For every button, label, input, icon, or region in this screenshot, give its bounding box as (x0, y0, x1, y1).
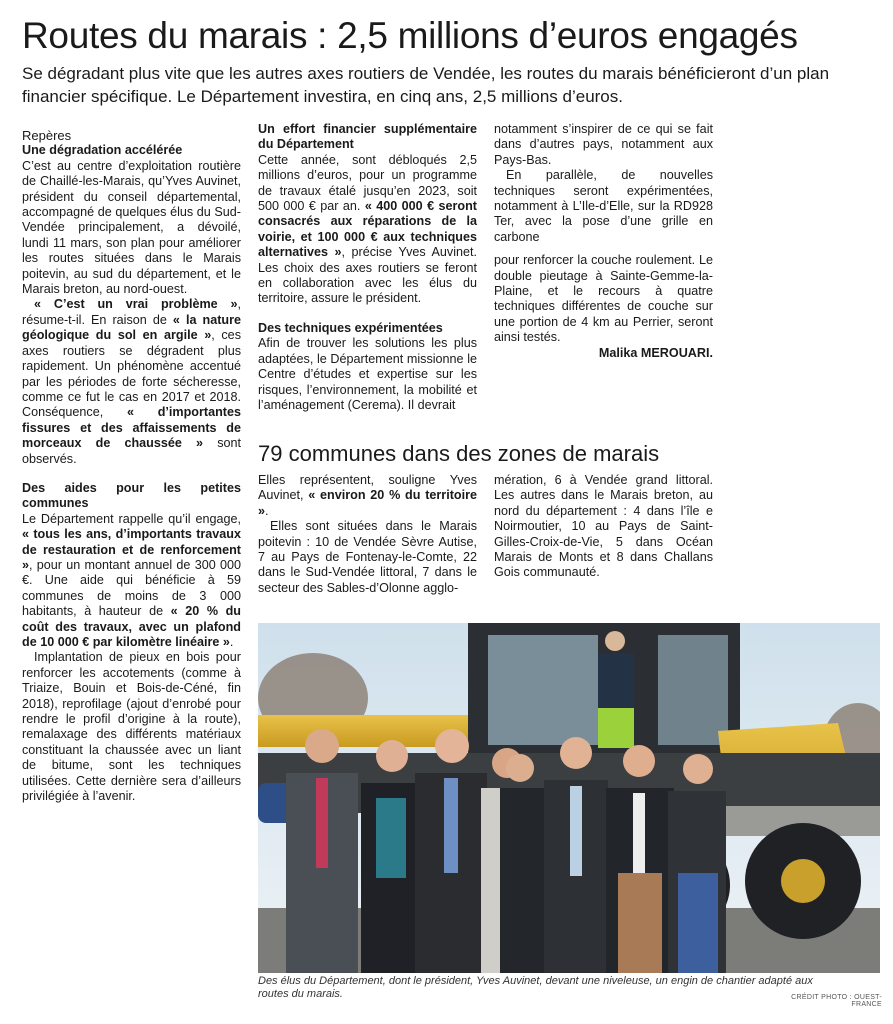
subhead-effort: Un effort financier supplémentaire du Département (258, 122, 477, 152)
subhead-degradation: Une dégradation accélérée (22, 143, 183, 158)
box-title: 79 communes dans des zones de marais (258, 441, 660, 466)
subhead-techniques: Des techniques expérimentées (258, 320, 443, 335)
paragraph: En parallèle, de nouvelles techniques seront expérimentées, notamment à L’Ile-d’Elle, sur la RD928 Ter, avec la pose d’une grille en carbone (494, 168, 713, 244)
paragraph: Cette année, sont débloqués 2,5 millions d’euros, pour un programme de travaux étalé jusqu’en 2023, soit 500 000 € par an. « 400 000 € seront consacrés aux réparations de la voirie, et 100 000 € aux techniques alternatives », précise Yves Auvinet. Les choix des axes routiers se feront en collaboration avec les élus du territoire, assure le président. (258, 152, 477, 306)
article-lede: Se dégradant plus vite que les autres axes routiers de Vendée, les routes du marais bénéficieront d’un plan financier spécifique. Le Département investira, en cinq ans, 2,5 millions d’euros. (22, 64, 830, 106)
box-column-1 (258, 473, 477, 596)
paragraph: C’est au centre d’exploitation routière de Chaillé-les-Marais, qu’Yves Auvinet, président du conseil départemental, accompagné de quelques élus du Sud-Vendée principalement, a dévoilé, lundi 11 mars, son plan pour améliorer les routes situées dans le Marais poitevin, au sud du département, et le Marais breton, au nord-ouest. (22, 158, 241, 297)
quote: « d’importantes fissures et des affaissements de morceaux de chaussée » (22, 405, 241, 451)
paragraph: mération, 6 à Vendée grand littoral. Les autres dans le Marais breton, au nord du département : 4 dans l’île e Noirmoutier, 10 au Pays de Saint-Gilles-Croix-de-Vie, 5 dans Océan Marais de Monts et 8 dans Challans Gois communauté. (494, 473, 713, 580)
grader-wheel-hub (781, 859, 825, 903)
paragraph: Le Département rappelle qu’il engage, « tous les ans, d’importants travaux de restauration et de renforcement », pour un montant annuel de 300 000 €. Une aide qui bénéficie à 59 communes de moins de 3 000 habitants, à hauteur de « 20 % du coût des travaux, avec un plafond de 10 000 € par kilomètre linéaire ». (22, 511, 241, 649)
paragraph: « C’est un vrai problème », résume-t-il. En raison de « la nature géologique du sol en argile », ces axes routiers se dégradent plus rapidement. Un phénomène accentué par les périodes de forte sécheresse, comme ce fut le cas en 2017 et 2018. Conséquence, « d’importantes fissures et des affaissements de morceaux de chaussée » sont observés. (22, 297, 242, 466)
photo-caption: Des élus du Département, dont le président, Yves Auvinet, devant une niveleuse, un engin de chantier adapté aux routes du marais. (258, 975, 813, 1000)
quote: « 20 % du coût des travaux, avec un plafond de 10 000 € par kilomètre linéaire » (22, 604, 241, 649)
grader-cab-window-right (658, 635, 728, 745)
paragraph: Afin de trouver les solutions les plus adaptées, le Département missionne le Centre d’études et expertise sur les risques, l’environnement, la mobilité et l’aménagement (Cerema). Il devrait (258, 336, 477, 412)
paragraph: Elles représentent, souligne Yves Auvinet, « environ 20 % du territoire ». (258, 473, 477, 518)
column-3 (494, 122, 713, 361)
photo-illustration (258, 623, 880, 973)
column-1 (22, 128, 241, 804)
author-signature: Malika MEROUARI. (598, 345, 713, 360)
article-photo (258, 623, 880, 973)
quote: « la nature géologique du sol en argile » (22, 312, 242, 343)
quote: « tous les ans, d’importants travaux de restauration et de renforcement » (22, 527, 241, 572)
column-2 (258, 122, 477, 413)
paragraph: Elles sont situées dans le Marais poitevin : 10 de Vendée Sèvre Autise, 7 au Pays de Fontenay-le-Comte, 22 dans le Sud-Vendée littoral, 7 dans le secteur des Sables-d’Olonne agglo- (258, 519, 477, 595)
box-column-2 (494, 473, 713, 581)
paragraph: pour renforcer la couche roulement. Le double pieutage à Sainte-Gemme-la-Plaine, et le recours à quatre techniques différentes de couche sur une portion de 4 km au Perrier, seront ainsi testés. (494, 253, 713, 345)
photo-credit: CRÉDIT PHOTO : OUEST-FRANCE (791, 994, 882, 1008)
grader-cab-window (488, 635, 598, 745)
article-title: Routes du marais : 2,5 millions d’euros engagés (22, 15, 798, 56)
quote: « 400 000 € seront consacrés aux réparations de la voirie, et 100 000 € aux techniques alternatives » (258, 199, 477, 260)
paragraph: Implantation de pieux en bois pour renforcer les accotements (comme à Triaize, Bouin et Bois-de-Céné, fin 2018), reprofilage (ajout d’enrobé pour rendre le profil d’origine à la route), remalaxage des différents matériaux constituant la chaussée avec un liant de bitume, sont les techniques utilisées. Cette dernière sera d’ailleurs privilégiée à l’avenir. (22, 650, 241, 804)
quote: « environ 20 % du territoire » (258, 488, 477, 518)
quote: « C’est un vrai problème » (34, 297, 238, 312)
reperes-label: Repères (22, 128, 72, 143)
paragraph: notamment s’inspirer de ce qui se fait dans d’autres pays, notamment aux Pays-Bas. (494, 122, 713, 167)
subhead-aides: Des aides pour les petites communes (22, 480, 241, 511)
